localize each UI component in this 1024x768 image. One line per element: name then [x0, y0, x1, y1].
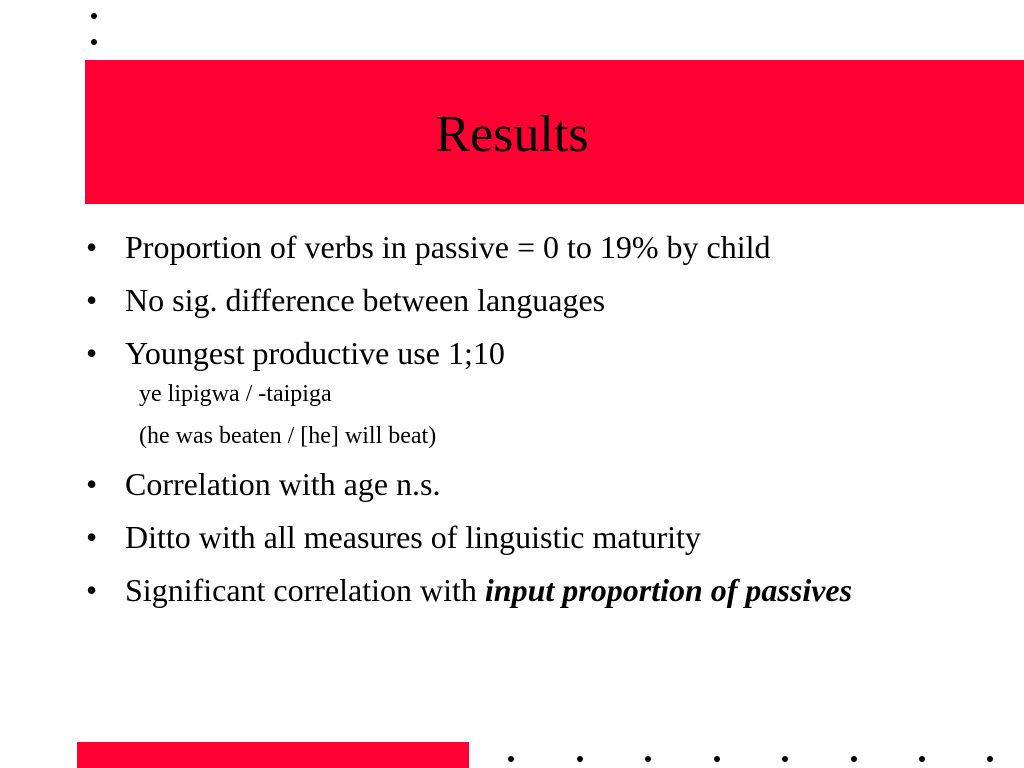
slide-title: Results — [435, 106, 589, 163]
bullet-emphasis-text: input proportion of passives — [484, 572, 853, 608]
bullet-marker: • — [86, 229, 98, 265]
footer-dot-row — [508, 756, 998, 764]
bullet-list — [86, 226, 986, 622]
decorative-dot — [851, 756, 857, 762]
bullet-text: Correlation with age n.s. — [125, 466, 441, 502]
bullet-marker: • — [86, 335, 98, 371]
bullet-text: Proportion of verbs in passive = 0 to 19% by child — [125, 229, 771, 265]
bullet-text: Ditto with all measures of linguistic maturity — [125, 519, 701, 555]
bullet-text: No sig. difference between languages — [125, 282, 606, 318]
bullet-text: Youngest productive use 1;10 — [125, 335, 505, 371]
decorative-dot — [919, 756, 925, 762]
bullet-item — [86, 332, 986, 374]
bullet-item — [86, 569, 986, 611]
decorative-dot — [91, 39, 97, 45]
sub-item-text: (he was beaten / [he] will beat) — [139, 423, 437, 449]
decorative-dot — [782, 756, 788, 762]
bullet-marker: • — [86, 572, 98, 608]
bullet-marker: • — [86, 519, 98, 555]
bullet-item — [86, 279, 986, 321]
decorative-dot — [91, 13, 97, 19]
bullet-item — [86, 463, 986, 505]
bullet-item — [86, 226, 986, 268]
bullet-text: Significant correlation with — [125, 572, 485, 608]
sub-item-text: ye lipigwa / -taipiga — [139, 381, 332, 407]
sub-item — [86, 420, 986, 452]
bullet-marker: • — [86, 282, 98, 318]
bullet-marker: • — [86, 466, 98, 502]
decorative-dot — [987, 756, 993, 762]
decorative-dot — [508, 756, 514, 762]
decorative-dot — [645, 756, 651, 762]
bullet-item — [86, 516, 986, 558]
footer-accent-bar — [77, 742, 469, 768]
sub-item — [86, 378, 986, 410]
decorative-dot — [714, 756, 720, 762]
decorative-dot — [577, 756, 583, 762]
